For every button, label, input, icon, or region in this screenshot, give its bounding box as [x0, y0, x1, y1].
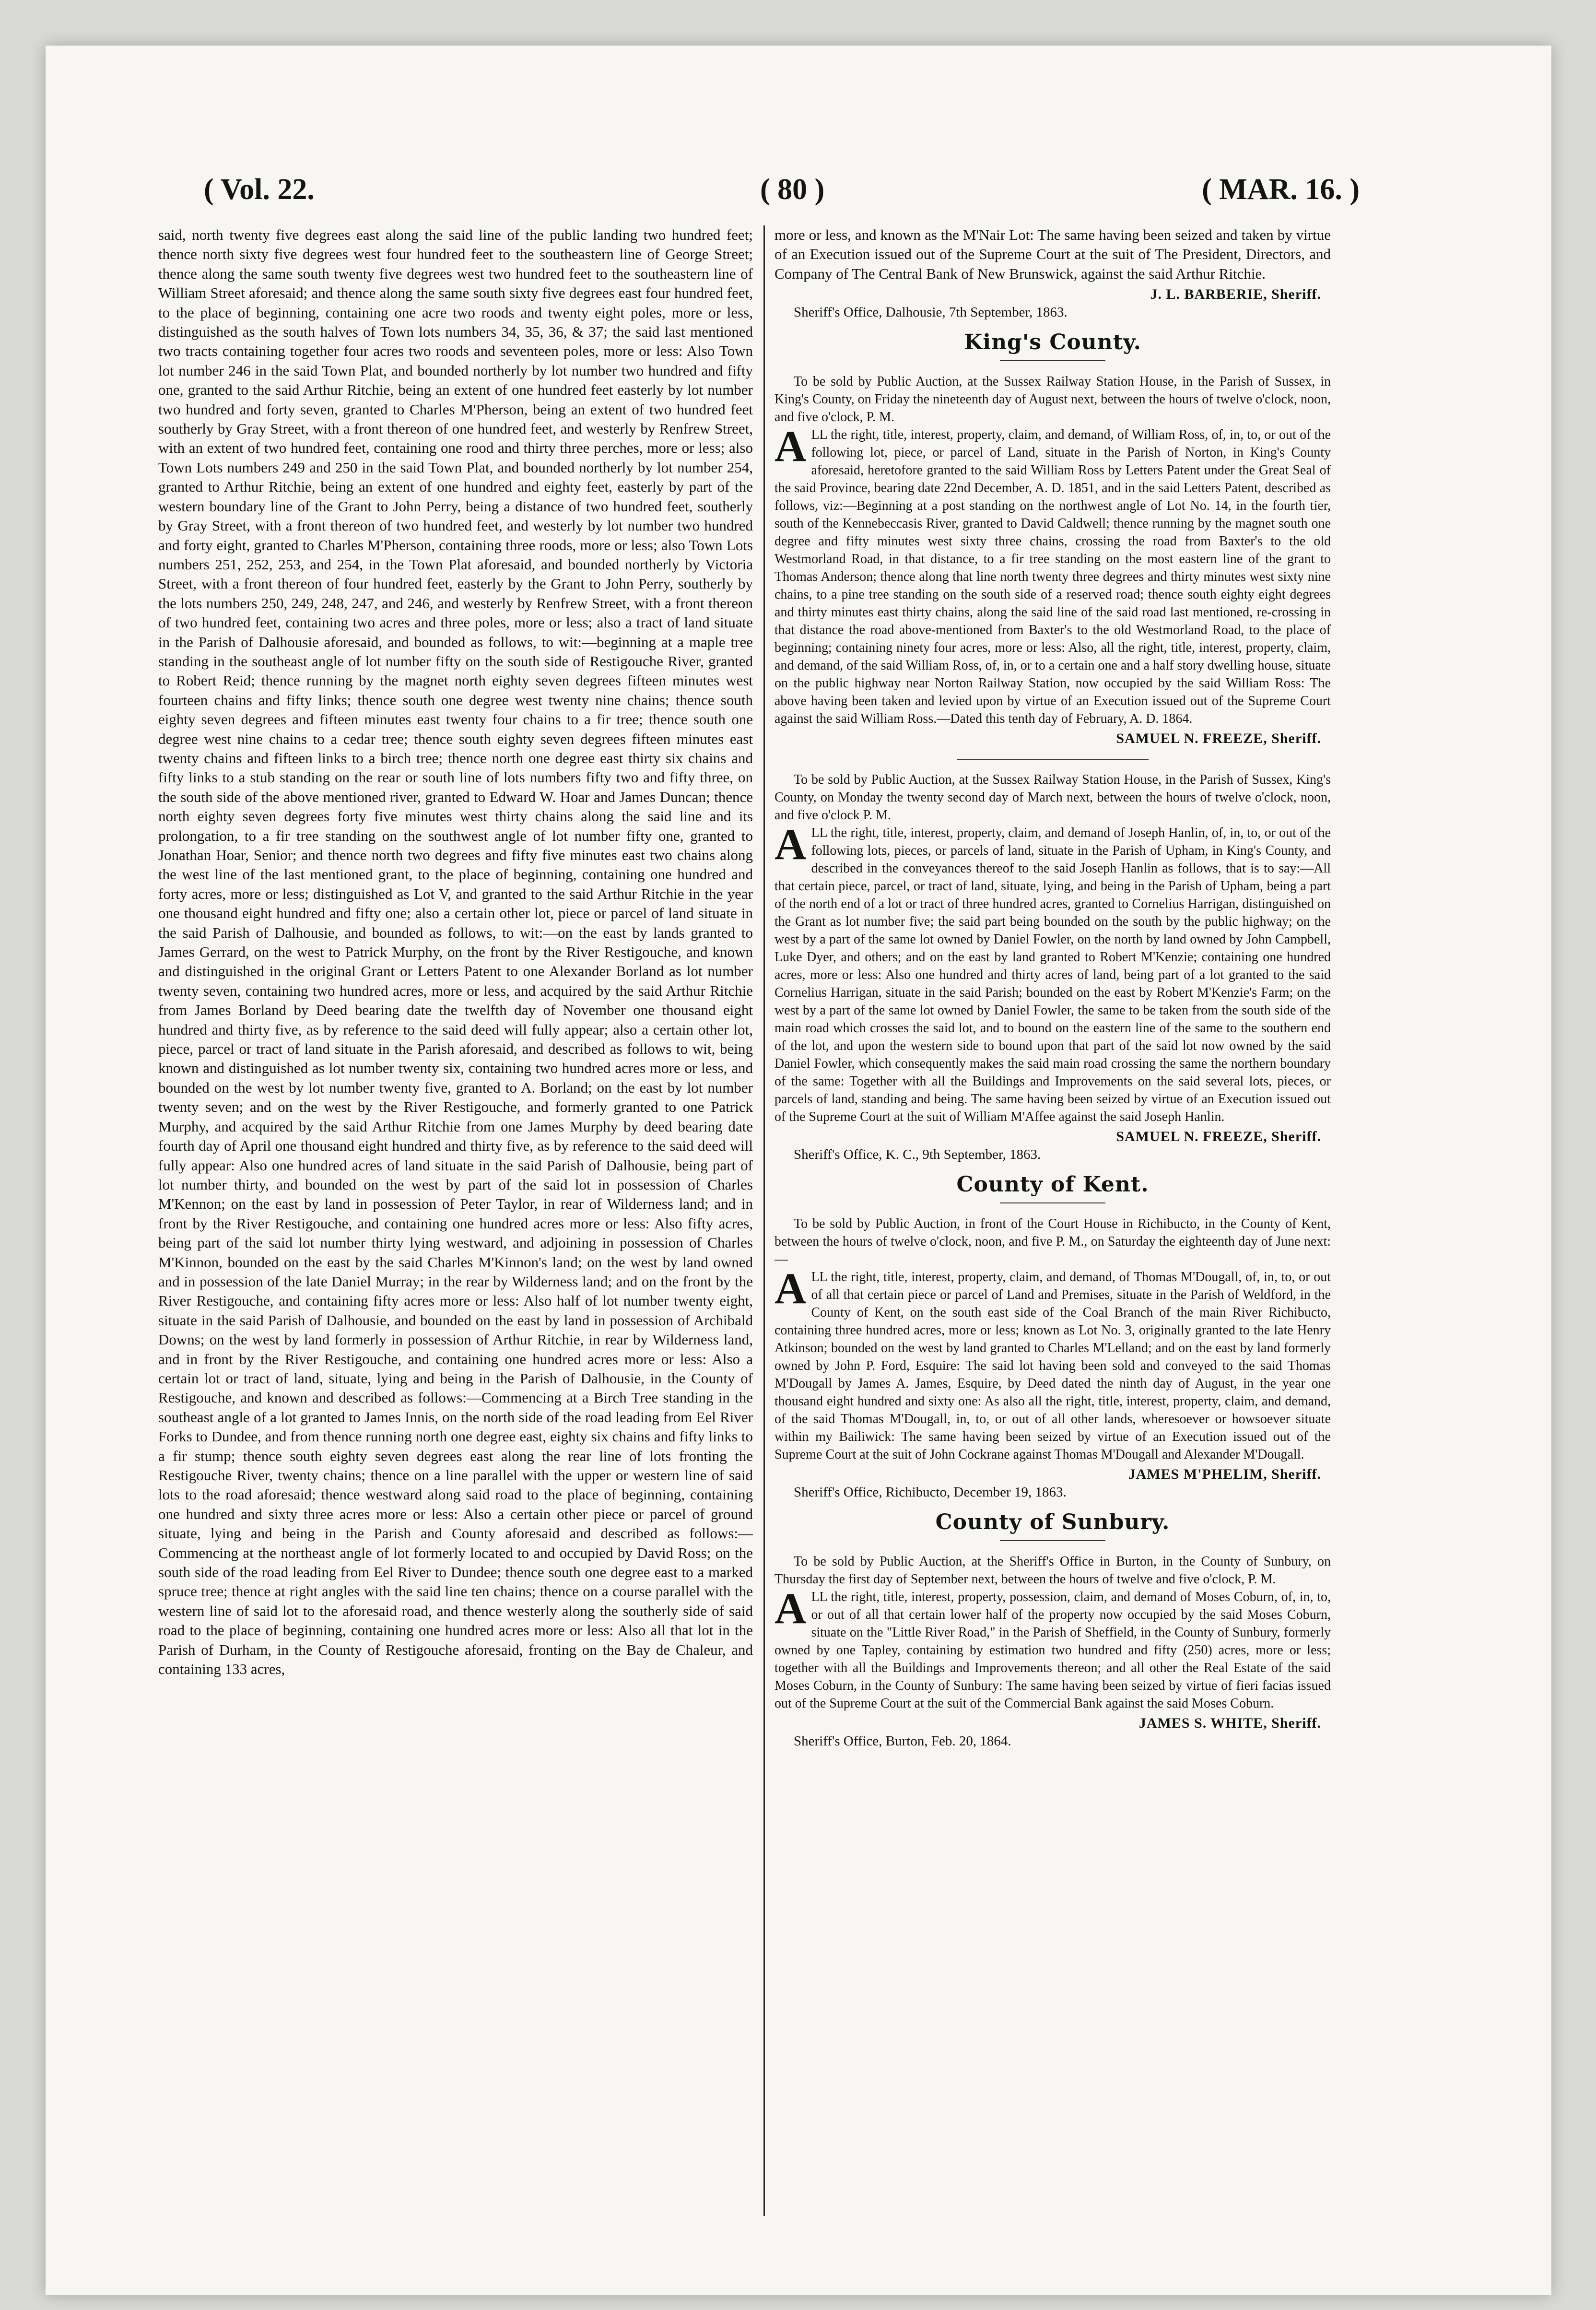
- continued-notice-text: more or less, and known as the M'Nair Lot: The same having been seized and taken by virtue of an Execution issued out of the Supreme Court at the suit of The President, Directors, and Company of The Central Bank of New Brunswick, against the said Arthur Ritchie.: [775, 226, 1331, 282]
- left-column-text: said, north twenty five degrees east along the said line of the public landing two hundred feet; thence north sixty five degrees west four hundred feet to the southeastern line of George Street; thence along the same south twenty five degrees west two hundred feet to the southeastern line of William Street aforesaid; and thence along the same south sixty five degrees east four hundred feet, to the place of beginning, containing one acre two roods and twenty eight poles, more or less, distinguished as the south halves of Town lots numbers 34, 35, 36, & 37; the said last mentioned two tracts containing together four acres two roods and seventeen poles, more or less: Also Town lot number 246 in the said Town Plat, and bounded northerly by lot number two hundred and fifty one, granted to the said Arthur Ritchie, being an extent of one hundred feet easterly by lot number two hundred and forty seven, granted to Charles M'Pherson, being an extent of two hundred feet southerly by Gray Street, with a front thereon of one hundred feet, and westerly by Renfrew Street, with an extent of two hundred feet, containing one rood and thirty three perches, more or less; also Town Lots numbers 249 and 250 in the said Town Plat, and bounded northerly by lot number 254, granted to Arthur Ritchie, being an extent of one hundred and eighty feet, easterly by part of the western boundary line of the Grant to John Perry, being a distance of two hundred feet, southerly by Gray Street, with a front thereon of two hundred feet, and westerly by lot number two hundred and forty eight, granted to Charles M'Pherson, containing three roods, more or less; also Town Lots numbers 251, 252, 253, and 254, in the Town Plat aforesaid, and bounded northerly by Victoria Street, with a front thereon of four hundred feet, easterly by the Grant to John Perry, southerly by the lots numbers 250, 249, 248, 247, and 246, and westerly by Renfrew Street, with a front thereon of two hundred feet, containing two acres and three poles, more or less; also a tract of land situate in the Parish of Dalhousie aforesaid, and bounded as follows, to wit:—beginning at a maple tree standing in the southeast angle of lot number fifty on the south side of Restigouche River, granted to Robert Reid; thence running by the magnet north eighty seven degrees fifteen minutes west fourteen chains and fifty links; thence south one degree west twenty nine chains; thence south eighty seven degrees and fifteen minutes east twenty four chains to a fir tree; thence south one degree west nine chains to a cedar tree; thence south eighty seven degrees fifteen minutes east twenty chains and fifteen links to a birch tree; thence north one degree east thirty six chains and fifty links to a stub standing on the rear or south line of lots numbers fifty two and fifty three, on the south side of the above mentioned river, granted to Edward W. Hoar and James Duncan; thence north eighty seven degrees forty five minutes west thirty chains along the said line and its prolongation, to a fir tree standing on the southwest angle of lot number fifty one, granted to Jonathan Hoar, Senior; and thence north two degrees and fifty five minutes east two chains along the west line of the last mentioned grant, to the place of beginning, containing one hundred and forty acres, more or less; distinguished as Lot V, and granted to the said Arthur Ritchie in the year one thousand eight hundred and fifty one; also a certain other lot, piece or parcel of land situate in the said Parish of Dalhousie, and bounded as follows, to wit:—on the east by lands granted to James Gerrard, on the west to Patrick Murphy, on the front by the River Restigouche, and known and distinguished in the original Grant or Letters Patent to one Alexander Borland as lot number twenty seven, containing two hundred acres, more or less, and acquired by the said Arthur Ritchie from James Borland by Deed bearing date the twelfth day of November one thousand eight hundred and thirty five, as by reference to the said deed will fully appear; also a certain other lot, piece, parcel or tract of land situate in the Parish aforesaid, and described as follows to wit, being known and distinguished as lot number twenty six, containing two hundred acres more or less, and bounded on the west by lot number twenty five, granted to A. Borland; on the east by lot number twenty seven; and on the west by the River Restigouche, and formerly granted to one Patrick Murphy, and acquired by the said Arthur Ritchie from one James Murphy by deed bearing date fourth day of April one thousand eight hundred and thirty five, as by reference to the said deed will fully appear: Also one hundred acres of land situate in the said Parish of Dalhousie, being part of lot number thirty, and bounded on the west by part of the said lot in possession of Charles M'Kennon; on the east by land in possession of Peter Taylor, in rear of Wilderness land; and in front by the River Restigouche, and containing one hundred acres more or less: Also fifty acres, being part of the said lot number thirty lying westward, and adjoining in possession of Charles M'Kinnon, bounded on the east by the said Charles M'Kinnon's land; on the west by land owned and in possession of the late Daniel Murray; in the rear by Wilderness land; and on the front by the River Restigouche, and containing fifty acres more or less: Also half of lot number twenty eight, situate in the said Parish of Dalhousie, and bounded on the east by land in possession of Archibald Downs; on the west by land formerly in possession of Arthur Ritchie, in rear by Wilderness land, and in front by the River Restigouche, and containing one hundred acres more or less: Also a certain lot or tract of land, situate, lying and being in the Parish of Dalhousie, in the County of Restigouche, and known and described as follows:—Commencing at a Birch Tree standing in the southeast angle of a lot granted to James Innis, on the north side of the road leading from Eel River Forks to Dundee, and from thence running north one degree east, eighty six chains and fifty links to a fir stump; thence south eighty seven degrees east along the rear line of lots fronting the Restigouche River, twenty chains; thence on a line parallel with the upper or western line of said lots to the road aforesaid; thence westward along said road to the place of beginning, containing one hundred and sixty three acres more or less: Also a certain other piece or parcel of ground situate, lying and being in the Parish and County aforesaid and described as follows:—Commencing at the northeast angle of lot formerly located to and occupied by David Ross; on the south side of the road leading from Eel River to Dundee; thence south one degree east to a marked spruce tree; thence at right angles with the said line ten chains; thence on a course parallel with the western line of said lot to the aforesaid road, and thence westerly along the southerly side of said road to the place of beginning, containing one hundred acres more or less: Also all that lot in the Parish of Durham, in the County of Restigouche aforesaid, fronting on the Bay de Chaleur, and containing 133 acres,: [158, 226, 753, 1678]
- section-heading-county-of-kent: County of Kent.: [956, 1172, 1149, 1197]
- notice-intro: To be sold by Public Auction, at the Sussex Railway Station House, in the Parish of Sussex, in King's County, on Friday the nineteenth day of August next, between the hours of twelve o'clock, noon, and five o'clock, P. M.: [775, 374, 1331, 425]
- sheriff-office-line: Sheriff's Office, Dalhousie, 7th September, 1863.: [794, 305, 1068, 320]
- sheriff-signature: SAMUEL N. FREEZE, Sheriff.: [1116, 1129, 1321, 1145]
- section-heading-kings-county: King's County.: [964, 330, 1141, 355]
- heading-rule: [1000, 1202, 1105, 1203]
- notice-moses-coburn: [775, 1553, 1331, 1749]
- section-heading-county-of-sunbury: County of Sunbury.: [935, 1510, 1170, 1535]
- notice-joseph-hanlin: [775, 771, 1331, 1163]
- notice-intro: To be sold by Public Auction, in front of the Court House in Richibucto, in the County of Kent, between the hours of twelve o'clock, noon, and five P. M., on Saturday the eighteenth day of June next:—: [775, 1216, 1331, 1267]
- page-number: ( 80 ): [760, 173, 825, 206]
- sheriff-office-line: Sheriff's Office, Richibucto, December 19, 1863.: [794, 1485, 1067, 1500]
- notice-intro: To be sold by Public Auction, at the Sussex Railway Station House, in the Parish of Sussex, King's County, on Monday the twenty second day of March next, between the hours of twelve o'clock, noon, and five o'clock P. M.: [775, 772, 1331, 823]
- notice-intro: To be sold by Public Auction, at the Sheriff's Office in Burton, in the County of Sunbury, on Thursday the first day of September next, between the hours of twelve and five o'clock, P. M.: [775, 1554, 1331, 1587]
- sheriff-signature: JAMES S. WHITE, Sheriff.: [1138, 1715, 1321, 1732]
- left-column: [158, 225, 753, 2221]
- sheriff-office-line: Sheriff's Office, K. C., 9th September, 1863.: [794, 1147, 1041, 1163]
- notice-divider: [957, 759, 1149, 760]
- notice-body: ALL the right, title, interest, property, possession, claim, and demand of Moses Coburn, of, in, to, or out of all that certain lower half of the property now occupied by the said Moses Coburn, situate on the "Little River Road," in the Parish of Sheffield, in the County of Sunbury, formerly owned by one Tapley, containing by estimation two hundred and fifty (250) acres, more or less; together with all the Buildings and Improvements thereon; and all other the Real Estate of the said Moses Coburn, in the County of Sunbury: The same having been seized by virtue of fieri facias issued out of the Supreme Court at the suit of the Commercial Bank against the said Moses Coburn.: [775, 1584, 1331, 1711]
- notice-body: ALL the right, title, interest, property, claim, and demand, of Thomas M'Dougall, of, in, to, or out of all that certain piece or parcel of Land and Premises, situate in the Parish of Weldford, in the County of Kent, on the south east side of the Coal Branch of the main River Richibucto, containing three hundred acres, more or less; known as Lot No. 3, originally granted to the late Henry Atkinson; bounded on the west by land granted to Charles M'Lelland; and on the east by land formerly owned by John P. Ford, Esquire: The said lot having been sold and conveyed to the said Thomas M'Dougall by James A. James, Esquire, by Deed dated the ninth day of August, in the year one thousand eight hundred and sixty one: As also all the right, title, interest, property, claim, and demand, of the said Thomas M'Dougall, in, to, or out of all other lands, wheresoever or howsoever situate within my Bailiwick: The same having been seized by virtue of an Execution issued out of the Supreme Court at the suit of John Cockrane against Thomas M'Dougall and Alexander M'Dougall.: [775, 1264, 1331, 1462]
- sheriff-office-line: Sheriff's Office, Burton, Feb. 20, 1864.: [794, 1733, 1011, 1749]
- sheriff-signature: SAMUEL N. FREEZE, Sheriff.: [1116, 731, 1321, 747]
- notice-body: ALL the right, title, interest, property, claim, and demand, of William Ross, of, in, to, or out of the following lot, piece, or parcel of Land, situate in the Parish of Norton, in King's County aforesaid, heretofore granted to the said William Ross by Letters Patent under the Great Seal of the said Province, bearing date 22nd December, A. D. 1851, and in the said Letters Patent, described as follows, viz:—Beginning at a post standing on the northwest angle of Lot No. 14, in the fourth tier, south of the Kennebeccasis River, granted to David Caldwell; thence running by the magnet south one degree and fifty minutes west sixty three chains, crossing the road from Baxter's to the old Westmorland Road, in that distance, to a fir tree standing on the most eastern line of the grant to Thomas Anderson; thence along that line north twenty three degrees and thirty minutes west sixty nine chains, to a pine tree standing on the south side of a reserved road; thence south eighty eight degrees and thirty minutes east thirty chains, along the said line of the said road last mentioned, re-crossing in that distance the road above-mentioned from Baxter's to the old Westmorland Road, to the place of beginning; containing ninety four acres, more or less: Also, all the right, title, interest, property, claim, and demand, of the said William Ross, of, in, or to a certain one and a half story dwelling house, situate on the public highway near Norton Railway Station, now occupied by the said William Ross: The above having been taken and levied upon by virtue of an Execution issued out of the Supreme Court against the said William Ross.—Dated this tenth day of February, A. D. 1864.: [775, 422, 1331, 727]
- issue-date: ( MAR. 16. ): [1202, 173, 1360, 206]
- sheriff-signature: J. L. BARBERIE, Sheriff.: [1150, 286, 1321, 303]
- sheriff-signature: JAMES M'PHELIM, Sheriff.: [1128, 1466, 1321, 1483]
- volume-label: ( Vol. 22.: [204, 173, 315, 206]
- page-header: [204, 173, 1360, 225]
- heading-rule: [1000, 360, 1105, 361]
- column-divider: [763, 225, 765, 2216]
- notice-body: ALL the right, title, interest, property, claim, and demand of Joseph Hanlin, of, in, to, or out of the following lots, pieces, or parcels of land, situate in the Parish of Upham, in King's County, and described in the conveyances thereof to the said Joseph Hanlin as follows, that is to say:—All that certain piece, parcel, or tract of land, situate, lying, and being in the Parish of Upham, being a part of the north end of a lot or tract of three hundred acres, granted to Cornelius Harrigan, distinguished on the Grant as lot number five; the said part being bounded on the south by the public highway; on the west by a part of the same lot owned by Daniel Fowler, on the north by land owned by John Campbell, Luke Dyer, and others; and on the east by land granted to Robert M'Kenzie; containing one hundred acres, more or less: Also one hundred and thirty acres of land, being part of a lot granted to the said Cornelius Harrigan, situate in the said Parish; bounded on the east by Robert M'Kenzie's Farm; on the west by a part of the same lot owned by Daniel Fowler, the same to be taken from the south side of the main road which crosses the said lot, and to bound on the eastern line of the same to the southern end of the lot, and upon the western side to bound upon that part of the said lot now owned by the said Daniel Fowler, which consequently makes the said main road crossing the same the northern boundary of the same: Together with all the Buildings and Improvements on the said several lots, pieces, or parcels of land, standing and being. The same having been seized by virtue of an Execution issued out of the Supreme Court at the suit of William M'Affee against the said Joseph Hanlin.: [775, 820, 1331, 1125]
- notice-thomas-mdougall: [775, 1215, 1331, 1500]
- heading-rule: [1000, 1540, 1105, 1541]
- right-column: [775, 225, 1331, 2221]
- continued-notice: [775, 225, 1331, 320]
- notice-william-ross: [775, 373, 1331, 747]
